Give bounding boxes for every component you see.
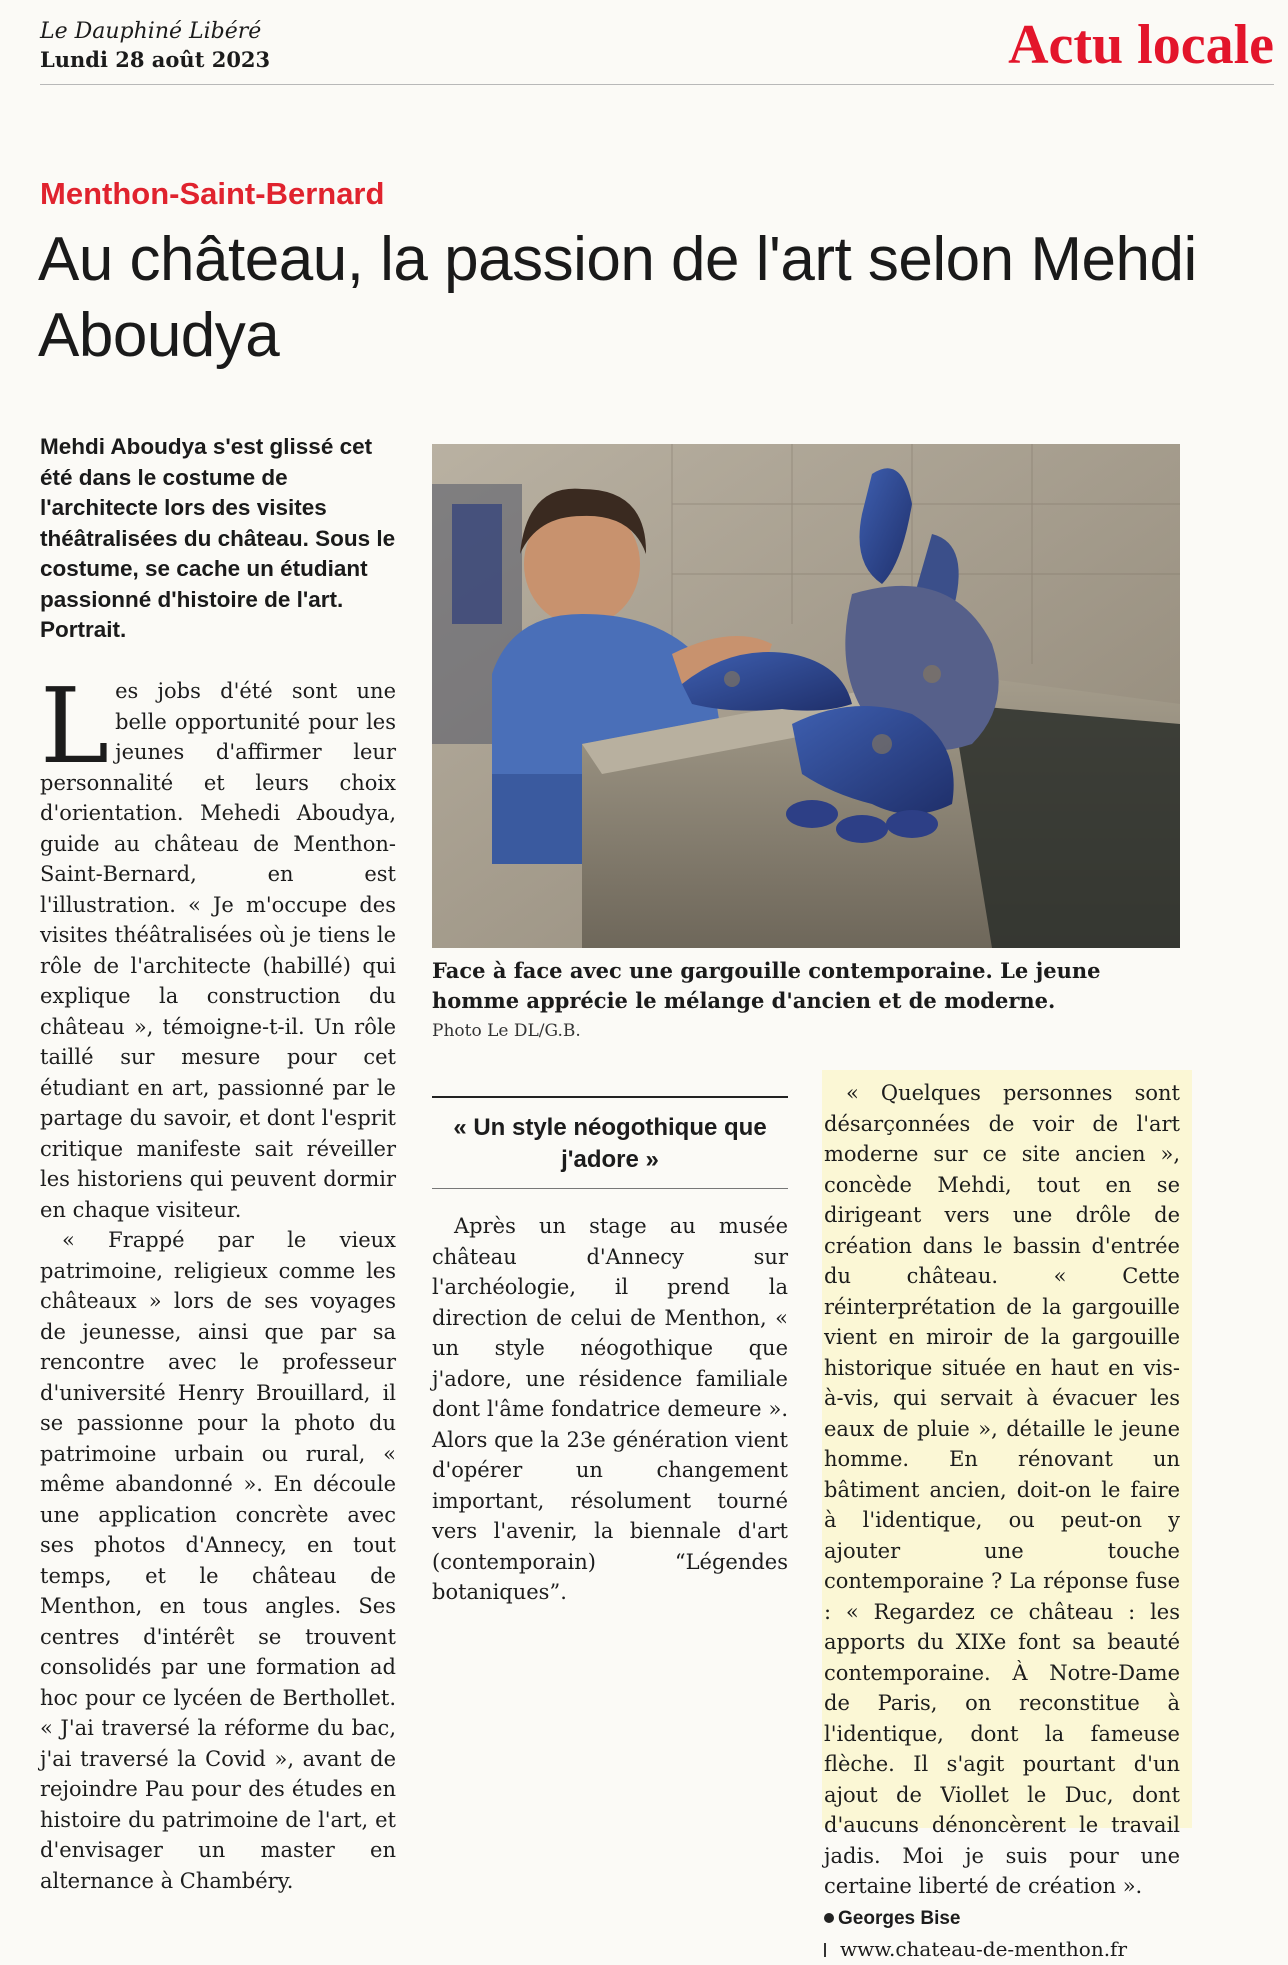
article-paragraph-2: « Frappé par le vieux patrimoine, religieux comme les châteaux » lors de ses voyages de jeunesse, ainsi que par sa rencontre avec le professeur d'université Henry Brouillard, il se passionne pour la photo du patrimoine urbain ou rural, « même abandonné ». En découle une application concrète avec ses photos d'Annecy, en tout temps, et le château de Menthon, en tous angles. Ses centres d'intérêt se trouvent consolidés par une formation ad hoc pour ce lycéen de Berthollet. « J'ai traversé la réforme du bac, j'ai traversé la Covid », avant de rejoindre Pau pour des études en histoire du patrimoine de l'art, et d'envisager un master en alternance à Chambéry.	[40, 1228, 396, 1893]
article-headline: Au château, la passion de l'art selon Mehdi Aboudya	[38, 225, 1197, 370]
header-divider	[40, 84, 1274, 85]
photo-credit: Photo Le DL/G.B.	[432, 1021, 581, 1041]
article-paragraph-4: « Quelques personnes sont désarçonnées de voir de l'art moderne sur ce site ancien », concède Mehdi, tout en se dirigeant vers une drôle de création dans le bassin d'entrée du château. « Cette réinterprétation de la gargouille vient en miroir de la gargouille historique située en haut en vis-à-vis, qui servait à évacuer les eaux de pluie », détaille le jeune homme. En rénovant un bâtiment ancien, doit-on le faire à l'identique, ou peut-on y ajouter une touche contemporaine ? La réponse fuse : « Regardez ce château : les apports du XIXe font sa beauté contemporaine. À Notre-Dame de Paris, on reconstitue à l'identique, dont la fameuse flèche. Il s'agit pourtant d'un ajout de Viollet le Duc, dont d'aucuns dénoncèrent le travail jadis. Moi je suis pour une certaine liberté de création ».	[824, 1081, 1180, 1898]
photo-gargoyle-illustration	[432, 444, 1180, 948]
article-column-1	[40, 665, 396, 1896]
author-name: Georges Bise	[838, 1907, 961, 1929]
article-paragraph-3: Après un stage au musée château d'Annecy sur l'archéologie, il prend la direction de celui de Menthon, « un style néogothique que j'adore, une résidence familiale dont l'âme fondatrice demeure ». Alors que la 23e génération vient d'opérer un changement important, résolument tourné vers l'avenir, la biennale d'art (contemporain) “Légendes botaniques”.	[432, 1214, 788, 1604]
photo-caption: Face à face avec une gargouille contemporaine. Le jeune homme apprécie le mélange d'ancien et de moderne.	[432, 958, 1101, 1013]
masthead	[40, 18, 270, 74]
article-subhead: « Un style néogothique que j'adore »	[432, 1096, 788, 1189]
author-signature	[824, 1904, 1180, 1935]
article-lede: Mehdi Aboudya s'est glissé cet été dans le costume de l'architecte lors des visites théâtralisées du château. Sous le costume, se cache un étudiant passionné d'histoire de l'art. Portrait.	[40, 434, 396, 642]
bullet-icon	[824, 1913, 834, 1923]
paragraph-1-text: es jobs d'été sont une belle opportunité pour les jeunes d'affirmer leur personnalité et leurs choix d'orientation. Mehedi Aboudya, guide au château de Menthon-Saint-Bernard, en est l'illustration. « Je m'occupe des visites théâtralisées où je tiens le rôle de l'architecte (habillé) qui explique la construction du château », témoigne-t-il. Un rôle taillé sur mesure pour cet étudiant en art, passionné par le partage du savoir, et dont l'esprit critique manifeste sait réveiller les historiens qui peuvent dormir en chaque visiteur.	[40, 679, 396, 1222]
article-column-2	[432, 1078, 788, 1608]
photo-caption-block	[432, 956, 1192, 1044]
article-paragraph-1	[40, 665, 396, 1225]
website-line	[824, 1934, 1180, 1965]
publication-name: Le Dauphiné Libéré	[40, 19, 262, 44]
drop-cap: L	[40, 665, 110, 787]
article-column-3	[824, 1078, 1180, 1965]
article-photo	[432, 444, 1180, 948]
pipe-icon	[824, 1943, 826, 1957]
publication-date: Lundi 28 août 2023	[40, 47, 271, 72]
section-label: Actu locale	[1008, 14, 1274, 76]
article-kicker: Menthon-Saint-Bernard	[40, 176, 385, 211]
website-link[interactable]: www.chateau-de-menthon.fr	[840, 1937, 1128, 1961]
